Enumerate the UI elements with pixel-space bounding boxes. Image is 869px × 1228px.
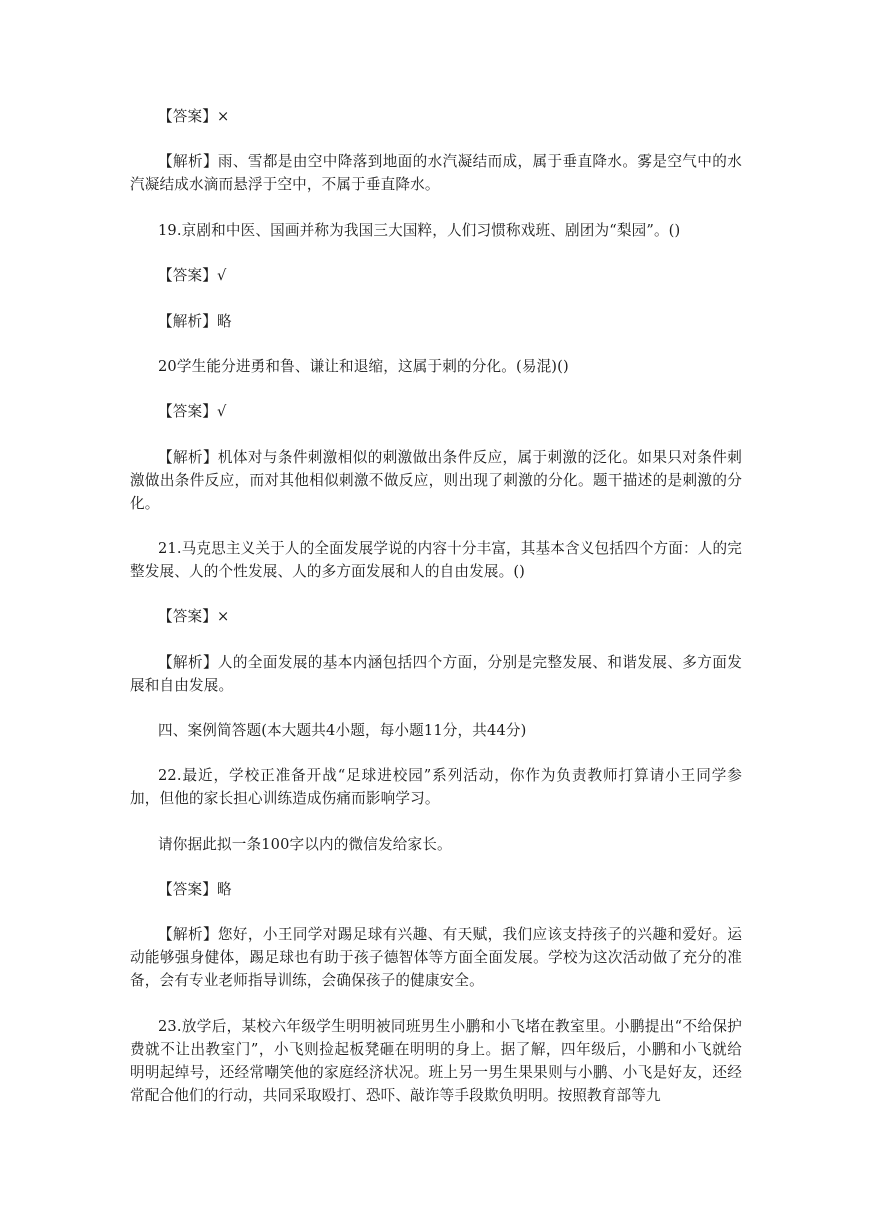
section-heading-4: 四、案例简答题(本大题共4小题，每小题11分，共44分) [158,722,527,739]
answer-19: 【答案】√ [158,267,227,284]
analysis-18: 【解析】雨、雪都是由空中降落到地面的水汽凝结而成，属于垂直降水。雾是空气中的水汽凝结成水滴而悬浮于空中，不属于垂直降水。 [130,153,742,193]
answer-20: 【答案】√ [158,403,227,420]
question-22-task: 请你据此拟一条100字以内的微信发给家长。 [158,836,452,853]
question-20: 20学生能分进勇和鲁、谦让和退缩，这属于刺的分化。(易混)() [158,358,569,375]
analysis-20: 【解析】机体对与条件刺激相似的刺激做出条件反应，属于刺激的泛化。如果只对条件刺激做出条件反应，而对其他相似刺激不做反应，则出现了刺激的分化。题干描述的是刺激的分化。 [130,449,742,512]
question-21: 21.马克思主义关于人的全面发展学说的内容十分丰富，其基本含义包括四个方面：人的完整发展、人的个性发展、人的多方面发展和人的自由发展。() [130,540,742,580]
answer-18: 【答案】× [158,108,230,125]
question-19: 19.京剧和中医、国画并称为我国三大国粹，人们习惯称戏班、剧团为“梨园”。() [158,222,681,239]
question-22: 22.最近，学校正准备开战“足球进校园”系列活动，你作为负责教师打算请小王同学参加，但他的家长担心训练造成伤痛而影响学习。 [130,767,742,807]
answer-21: 【答案】× [158,608,230,625]
question-23: 23.放学后，某校六年级学生明明被同班男生小鹏和小飞堵在教室里。小鹏提出“不给保护费就不让出教室门”，小飞则捡起板凳砸在明明的身上。据了解，四年级后，小鹏和小飞就给明明起绰号，还经常嘲笑他的家庭经济状况。班上另一男生果果则与小鹏、小飞是好友，还经常配合他们的行动，共同采取殴打、恐吓、敲诈等手段欺负明明。按照教育部等九 [130,1018,742,1104]
analysis-19: 【解析】略 [158,313,232,330]
answer-22: 【答案】略 [158,881,232,898]
analysis-22: 【解析】您好，小王同学对踢足球有兴趣、有天赋，我们应该支持孩子的兴趣和爱好。运动能够强身健体，踢足球也有助于孩子德智体等方面全面发展。学校为这次活动做了充分的准备，会有专业老师指导训练，会确保孩子的健康安全。 [130,926,742,989]
analysis-21: 【解析】人的全面发展的基本内涵包括四个方面，分别是完整发展、和谐发展、多方面发展和自由发展。 [130,654,742,694]
